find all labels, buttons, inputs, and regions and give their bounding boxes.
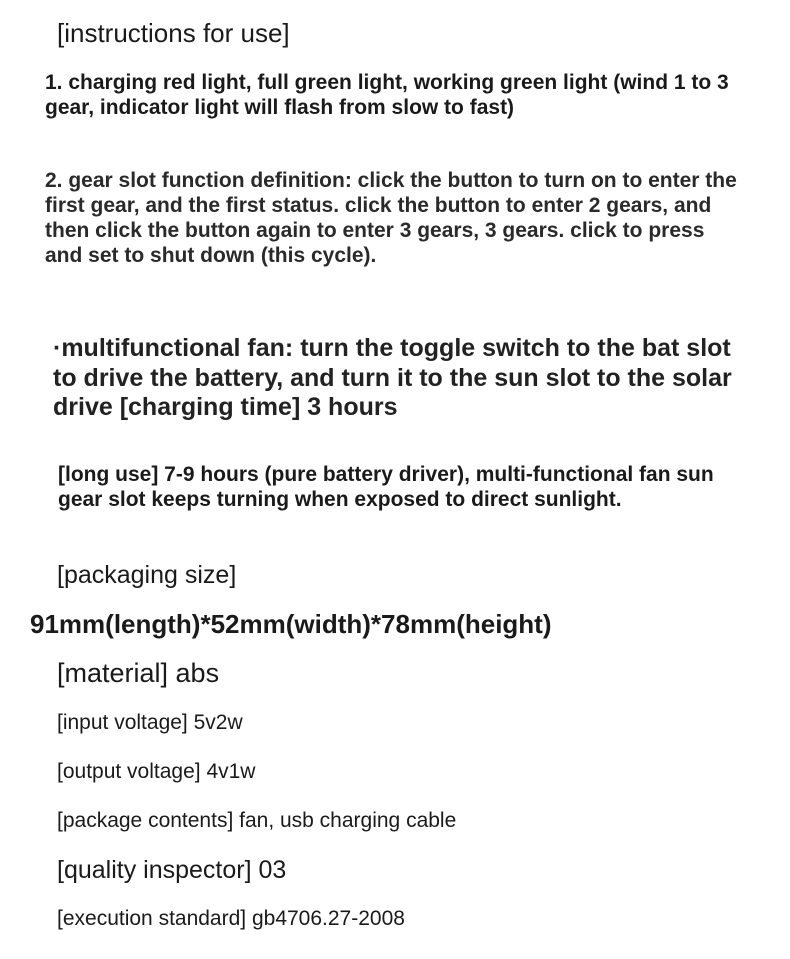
material-spec: [material] abs — [57, 658, 220, 688]
packaging-size-heading: [packaging size] — [57, 561, 237, 589]
packaging-size-value: 91mm(length)*52mm(width)*78mm(height) — [30, 609, 552, 639]
instructions-heading: [instructions for use] — [57, 18, 290, 48]
long-use-paragraph: [long use] 7-9 hours (pure battery driver), multi-functional fan sun gear slot keeps turning when exposed to direct sunlight. — [58, 463, 714, 511]
package-contents-spec: [package contents] fan, usb charging cable — [57, 809, 457, 832]
output-voltage-spec: [output voltage] 4v1w — [57, 760, 256, 783]
input-voltage-spec: [input voltage] 5v2w — [57, 711, 243, 734]
multifunctional-fan-paragraph: ·multifunctional fan: turn the toggle switch to the bat slot to drive the battery, and turn it to the sun slot to the solar drive [charging time] 3 hours — [53, 334, 732, 421]
execution-standard-spec: [execution standard] gb4706.27-2008 — [57, 907, 405, 930]
quality-inspector-spec: [quality inspector] 03 — [57, 856, 287, 884]
instruction-item-gear-slot: 2. gear slot function definition: click the button to turn on to enter the first gear, and the first status. click the button to enter 2 gears, and then click the button again to enter 3 gears, 3 gears. click to press and set to shut down (this cycle). — [45, 169, 737, 267]
instruction-item-indicator-lights: 1. charging red light, full green light, working green light (wind 1 to 3 gear, indicator light will flash from slow to fast) — [45, 71, 729, 119]
